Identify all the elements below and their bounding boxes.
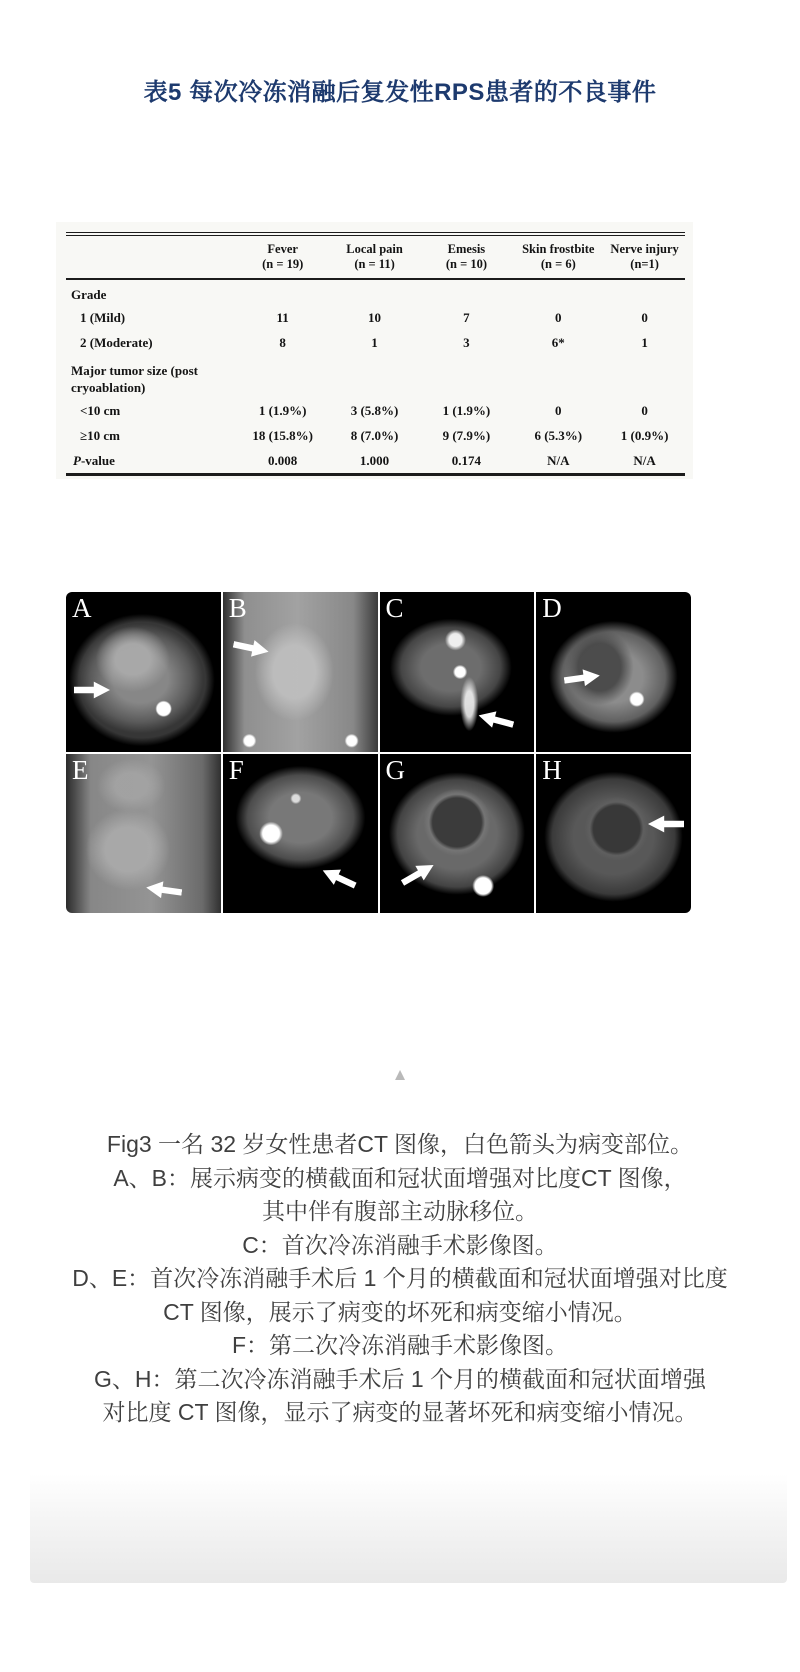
panel-letter: G xyxy=(385,754,405,785)
figure-caption xyxy=(40,1128,760,1430)
page-bottom-fade xyxy=(30,1474,787,1583)
ct-panel-b xyxy=(223,592,378,752)
lesion-arrow-icon xyxy=(318,861,359,894)
ct-panel-h xyxy=(536,754,691,914)
table-cell: 3 xyxy=(463,335,470,350)
row-label: <10 cm xyxy=(80,403,121,418)
lesion-arrow-icon xyxy=(74,680,110,700)
lesion-arrow-icon xyxy=(145,877,183,902)
panel-letter: C xyxy=(385,593,404,623)
table-cell: 0.008 xyxy=(268,453,298,468)
panel-letter: E xyxy=(72,754,89,785)
caption-line: CT 图像，展示了病变的坏死和病变缩小情况。 xyxy=(163,1298,637,1325)
table-cell: 0 xyxy=(641,403,648,418)
table-cell: 0 xyxy=(555,310,562,325)
ct-panel-f xyxy=(223,754,378,914)
ct-panel-e xyxy=(66,754,221,914)
row-label: 2 (Moderate) xyxy=(80,335,153,350)
ct-panel-d xyxy=(536,592,691,752)
table-cell: 9 (7.9%) xyxy=(442,428,491,443)
table-cell: 3 (5.8%) xyxy=(350,403,399,418)
table-cell xyxy=(329,279,421,305)
adverse-events-table xyxy=(66,232,685,476)
table-cell: 1.000 xyxy=(359,453,390,468)
table-cell: 6 (5.3%) xyxy=(534,428,583,443)
caption-line: 对比度 CT 图像，显示了病变的显著坏死和病变缩小情况。 xyxy=(102,1399,698,1425)
table-row-grade-group xyxy=(66,279,685,305)
caption-line: 其中伴有腹部主动脉移位。 xyxy=(262,1198,538,1224)
column-header-empty xyxy=(66,234,237,279)
caption-line: D、E：首次冷冻消融手术后 1 个月的横截面和冠状面增强对比度 xyxy=(72,1265,728,1291)
panel-letter: A xyxy=(72,593,92,623)
row-label: Grade xyxy=(71,287,107,302)
table-row-grade-moderate xyxy=(66,330,685,355)
table-row-p-value xyxy=(66,448,685,475)
ct-panel-a xyxy=(66,592,221,752)
table-cell: 0.174 xyxy=(451,453,482,468)
row-label: P-value xyxy=(73,453,115,468)
ct-panel-c xyxy=(380,592,535,752)
caption-line: C：首次冷冻消融手术影像图。 xyxy=(242,1231,558,1258)
lesion-arrow-icon xyxy=(476,706,516,735)
table-row-grade-mild xyxy=(66,305,685,330)
table-cell xyxy=(420,279,512,305)
column-header-skin-frostbite: Skin frostbite (n = 6) xyxy=(512,234,604,279)
table-cell xyxy=(237,279,329,305)
lesion-arrow-icon xyxy=(648,814,684,834)
panel-letter: F xyxy=(228,754,244,785)
table-row-over-10cm xyxy=(66,423,685,448)
table-cell xyxy=(420,355,512,398)
caption-line: G、H：第二次冷冻消融手术后 1 个月的横截面和冠状面增强 xyxy=(93,1365,707,1392)
adverse-events-table-image xyxy=(56,222,693,479)
table-cell xyxy=(237,355,329,398)
table-cell: N/A xyxy=(633,453,656,468)
lesion-arrow-icon xyxy=(231,634,270,661)
table-cell: 11 xyxy=(276,310,289,325)
table-cell xyxy=(512,279,604,305)
table-row-under-10cm xyxy=(66,398,685,423)
column-header-local-pain: Local pain (n = 11) xyxy=(329,234,421,279)
table-cell: 18 (15.8%) xyxy=(252,428,313,443)
row-label: 1 (Mild) xyxy=(80,310,126,325)
table-cell xyxy=(604,355,685,398)
table-cell: 7 xyxy=(463,310,470,325)
table-cell: N/A xyxy=(547,453,570,468)
row-label: ≥10 cm xyxy=(80,428,120,443)
caption-line: A、B：展示病变的横截面和冠状面增强对比度CT 图像， xyxy=(113,1164,687,1191)
table-cell xyxy=(604,279,685,305)
panel-letter: B xyxy=(228,593,247,623)
table-cell: 8 (7.0%) xyxy=(350,428,399,443)
table-cell: 1 xyxy=(641,335,648,350)
table-cell: 0 xyxy=(641,310,648,325)
lesion-arrow-icon xyxy=(563,666,601,691)
table-cell xyxy=(512,355,604,398)
table-cell: 1 xyxy=(371,335,378,350)
table-cell: 1 (1.9%) xyxy=(258,403,307,418)
table-row-tumor-size-group xyxy=(66,355,685,398)
table-cell: 0 xyxy=(555,403,562,418)
caption-line: F：第二次冷冻消融手术影像图。 xyxy=(231,1332,569,1358)
ct-panel-g xyxy=(380,754,535,914)
table-cell: 1 (0.9%) xyxy=(620,428,669,443)
table-cell: 8 xyxy=(279,335,286,350)
page-title: 表5 每次冷冻消融后复发性RPS患者的不良事件 xyxy=(143,79,657,106)
collapse-triangle-icon: ▲ xyxy=(391,1065,409,1084)
column-header-nerve-injury: Nerve injury (n=1) xyxy=(604,234,685,279)
table-cell: 6* xyxy=(551,335,565,350)
column-header-fever: Fever (n = 19) xyxy=(237,234,329,279)
table-cell: 1 (1.9%) xyxy=(442,403,491,418)
panel-letter: D xyxy=(542,593,562,623)
ct-figure-image xyxy=(66,592,691,913)
table-cell: 10 xyxy=(368,310,382,325)
table-cell xyxy=(329,355,421,398)
row-label: Major tumor size (post cryoablation) xyxy=(71,363,198,395)
panel-letter: H xyxy=(542,754,562,785)
column-header-emesis: Emesis (n = 10) xyxy=(420,234,512,279)
caption-line: Fig3 一名 32 岁女性患者CT 图像，白色箭头为病变部位。 xyxy=(106,1131,694,1157)
table-header-row xyxy=(66,234,685,279)
lesion-arrow-icon xyxy=(397,856,438,891)
